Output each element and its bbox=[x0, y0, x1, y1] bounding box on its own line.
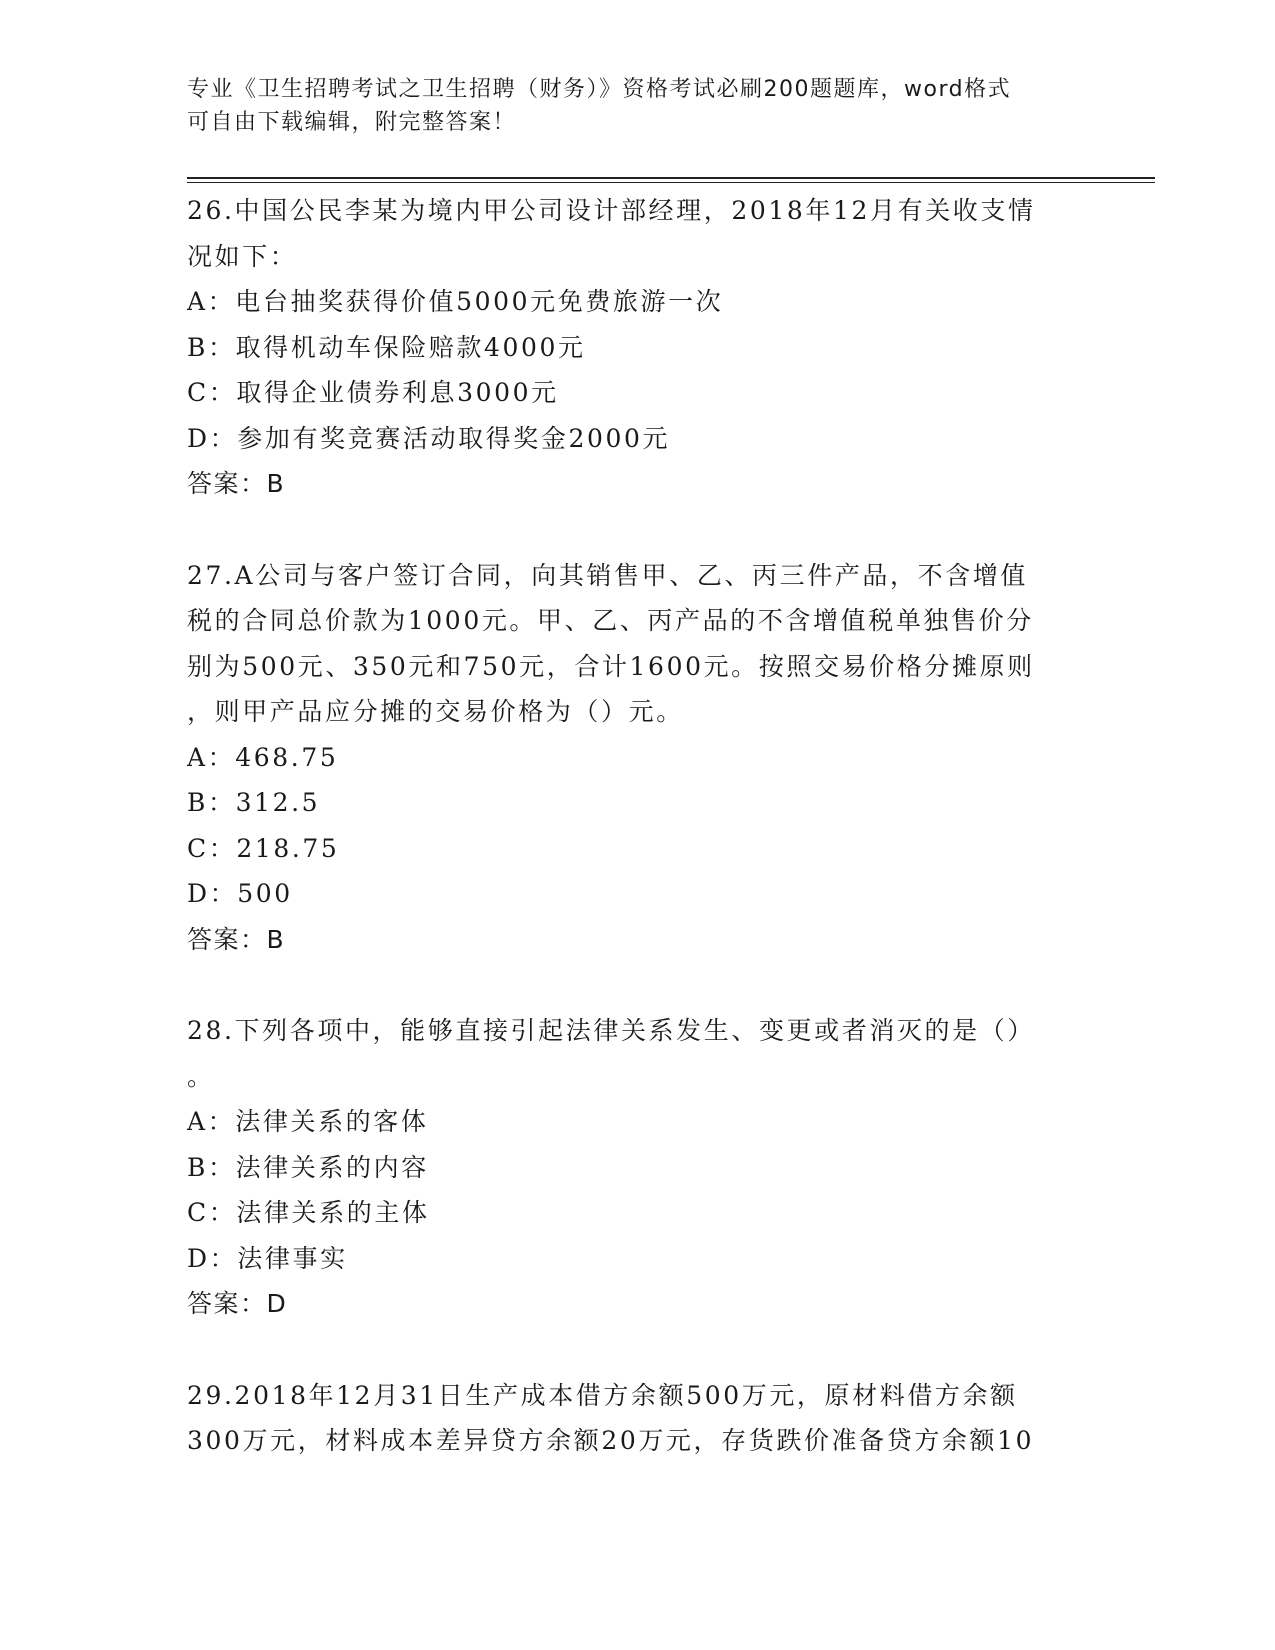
answer-line: 答案：B bbox=[187, 924, 286, 954]
option-text: 法律关系的内容 bbox=[235, 1152, 429, 1182]
option-item bbox=[187, 416, 1087, 462]
question-stem-line: 29.2018年12月31日生产成本借方余额500万元，原材料借方余额 bbox=[187, 1380, 1018, 1410]
option-text: 法律关系的主体 bbox=[236, 1198, 430, 1227]
header-divider-thick bbox=[187, 177, 1155, 179]
answer-line: 答案：D bbox=[187, 1289, 288, 1318]
option-separator: ： bbox=[208, 833, 237, 863]
question-list bbox=[187, 188, 1087, 1510]
option-separator: ： bbox=[207, 1107, 236, 1136]
question-stem-line: 。 bbox=[187, 1061, 215, 1091]
option-key: C bbox=[187, 833, 209, 863]
option-item bbox=[187, 826, 1087, 872]
option-text: 468.75 bbox=[235, 742, 339, 772]
option-separator: ： bbox=[207, 788, 236, 817]
option-text: 参加有奖竞赛活动取得奖金2000元 bbox=[237, 423, 671, 453]
option-separator: ： bbox=[208, 378, 237, 407]
header-line-1: 专业《卫生招聘考试之卫生招聘（财务）》资格考试必刷200题题库，word格式 bbox=[187, 77, 1012, 102]
option-key: A bbox=[187, 287, 208, 316]
option-key: B bbox=[187, 788, 208, 817]
option-item bbox=[187, 1099, 1087, 1145]
option-item bbox=[187, 370, 1087, 416]
option-key: B bbox=[187, 332, 208, 362]
option-item bbox=[187, 325, 1087, 371]
option-key: B bbox=[187, 1152, 208, 1182]
option-separator: ： bbox=[207, 1152, 236, 1182]
question-block bbox=[187, 553, 1087, 963]
option-separator: ： bbox=[209, 423, 238, 453]
option-key: D bbox=[187, 423, 210, 453]
option-separator: ： bbox=[209, 879, 238, 908]
option-key: C bbox=[187, 1198, 209, 1227]
option-separator: ： bbox=[208, 1198, 237, 1227]
question-stem-line: 26.中国公民李某为境内甲公司设计部经理，2018年12月有关收支情 bbox=[187, 196, 1036, 225]
question-stem-line: 况如下： bbox=[187, 241, 298, 271]
question-block bbox=[187, 188, 1087, 507]
option-separator: ： bbox=[207, 287, 236, 316]
option-item bbox=[187, 1190, 1087, 1236]
question-stem-line: 300万元，材料成本差异贷方余额20万元，存货跌价准备贷方余额10 bbox=[187, 1426, 1035, 1455]
question-stem-line: 别为500元、350元和750元，合计1600元。按照交易价格分摊原则 bbox=[187, 651, 1035, 681]
option-separator: ： bbox=[209, 1243, 238, 1273]
option-key: D bbox=[187, 1243, 210, 1273]
option-text: 500 bbox=[237, 879, 293, 908]
option-item bbox=[187, 1145, 1087, 1191]
option-key: C bbox=[187, 378, 209, 407]
header-divider-thin bbox=[187, 182, 1155, 183]
question-block bbox=[187, 1008, 1087, 1327]
option-key: A bbox=[187, 742, 208, 772]
header-line-2: 可自由下载编辑，附完整答案！ bbox=[187, 110, 517, 135]
option-item bbox=[187, 1236, 1087, 1282]
question-stem-line: ，则甲产品应分摊的交易价格为（）元。 bbox=[187, 697, 684, 726]
option-text: 取得机动车保险赔款4000元 bbox=[235, 332, 586, 362]
option-item bbox=[187, 735, 1087, 781]
question-stem-line: 税的合同总价款为1000元。甲、乙、丙产品的不含增值税单独售价分 bbox=[187, 606, 1034, 635]
option-item bbox=[187, 871, 1087, 917]
option-item bbox=[187, 279, 1087, 325]
option-key: A bbox=[187, 1107, 208, 1136]
option-text: 取得企业债券利息3000元 bbox=[236, 378, 559, 407]
option-text: 法律事实 bbox=[237, 1243, 348, 1273]
option-text: 218.75 bbox=[236, 833, 340, 863]
option-separator: ： bbox=[207, 742, 236, 772]
question-stem-line: 27.A公司与客户签订合同，向其销售甲、乙、丙三件产品，不含增值 bbox=[187, 560, 1029, 590]
document-header bbox=[187, 73, 1087, 139]
option-key: D bbox=[187, 879, 210, 908]
option-text: 312.5 bbox=[235, 788, 321, 817]
question-stem-line: 28.下列各项中，能够直接引起法律关系发生、变更或者消灭的是（） bbox=[187, 1016, 1035, 1045]
option-item bbox=[187, 780, 1087, 826]
answer-line: 答案：B bbox=[187, 469, 286, 498]
option-text: 电台抽奖获得价值5000元免费旅游一次 bbox=[235, 287, 724, 316]
option-separator: ： bbox=[207, 332, 236, 362]
question-block bbox=[187, 1373, 1087, 1464]
option-text: 法律关系的客体 bbox=[235, 1107, 429, 1136]
